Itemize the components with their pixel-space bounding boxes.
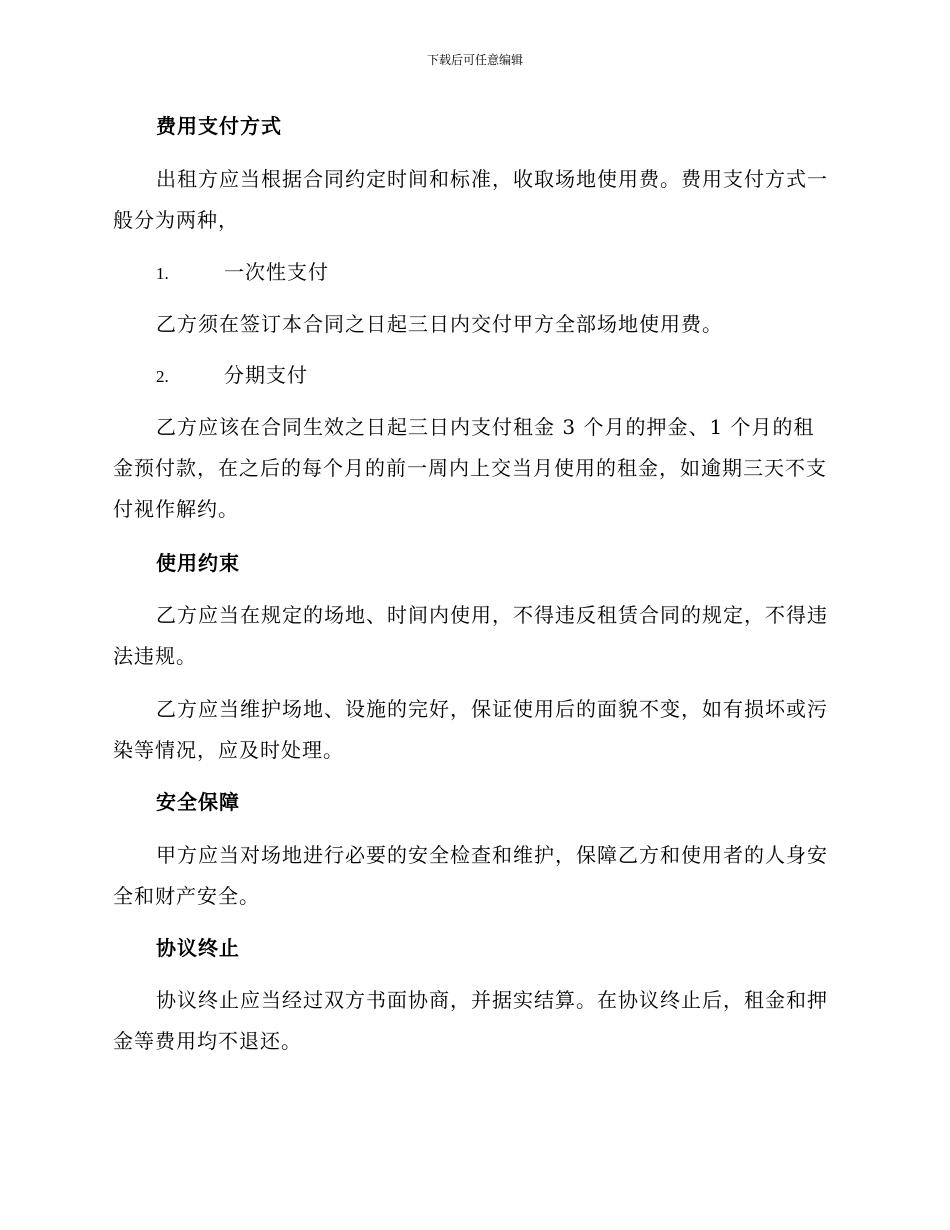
list-item-number: 2. bbox=[156, 367, 169, 386]
paragraph-installment: 乙方应该在合同生效之日起三日内支付租金 3 个月的押金、1 个月的租金预付款，在之后的每个月的前一周内上交当月使用的租金，如逾期三天不支付视作解约。 bbox=[113, 415, 827, 521]
list-item-installment bbox=[113, 355, 872, 397]
paragraph-usage-2: 乙方应当维护场地、设施的完好，保证使用后的面貌不变，如有损坏或污染等情况，应及时处理。 bbox=[113, 697, 828, 762]
section-heading-payment: 费用支付方式 bbox=[156, 114, 282, 138]
section-heading-usage: 使用约束 bbox=[156, 551, 240, 575]
list-item-label: 一次性支付 bbox=[224, 260, 329, 284]
paragraph-safety: 甲方应当对场地进行必要的安全检查和维护，保障乙方和使用者的人身安全和财产安全。 bbox=[113, 843, 828, 908]
section-heading-safety: 安全保障 bbox=[156, 790, 240, 814]
page-header: 下载后可任意编辑 bbox=[426, 53, 523, 67]
paragraph-termination: 协议终止应当经过双方书面协商，并据实结算。在协议终止后，租金和押金等费用均不退还。 bbox=[113, 988, 828, 1053]
section-heading-termination: 协议终止 bbox=[156, 936, 240, 960]
list-item-lump-sum bbox=[113, 252, 872, 294]
list-item-number: 1. bbox=[156, 264, 169, 283]
paragraph-payment-intro: 出租方应当根据合同约定时间和标准，收取场地使用费。费用支付方式一般分为两种， bbox=[113, 167, 828, 232]
list-item-label: 分期支付 bbox=[224, 363, 308, 387]
paragraph-usage-1: 乙方应当在规定的场地、时间内使用，不得违反租赁合同的规定，不得违法违规。 bbox=[113, 603, 828, 668]
paragraph-lump-sum: 乙方须在签订本合同之日起三日内交付甲方全部场地使用费。 bbox=[156, 312, 723, 336]
